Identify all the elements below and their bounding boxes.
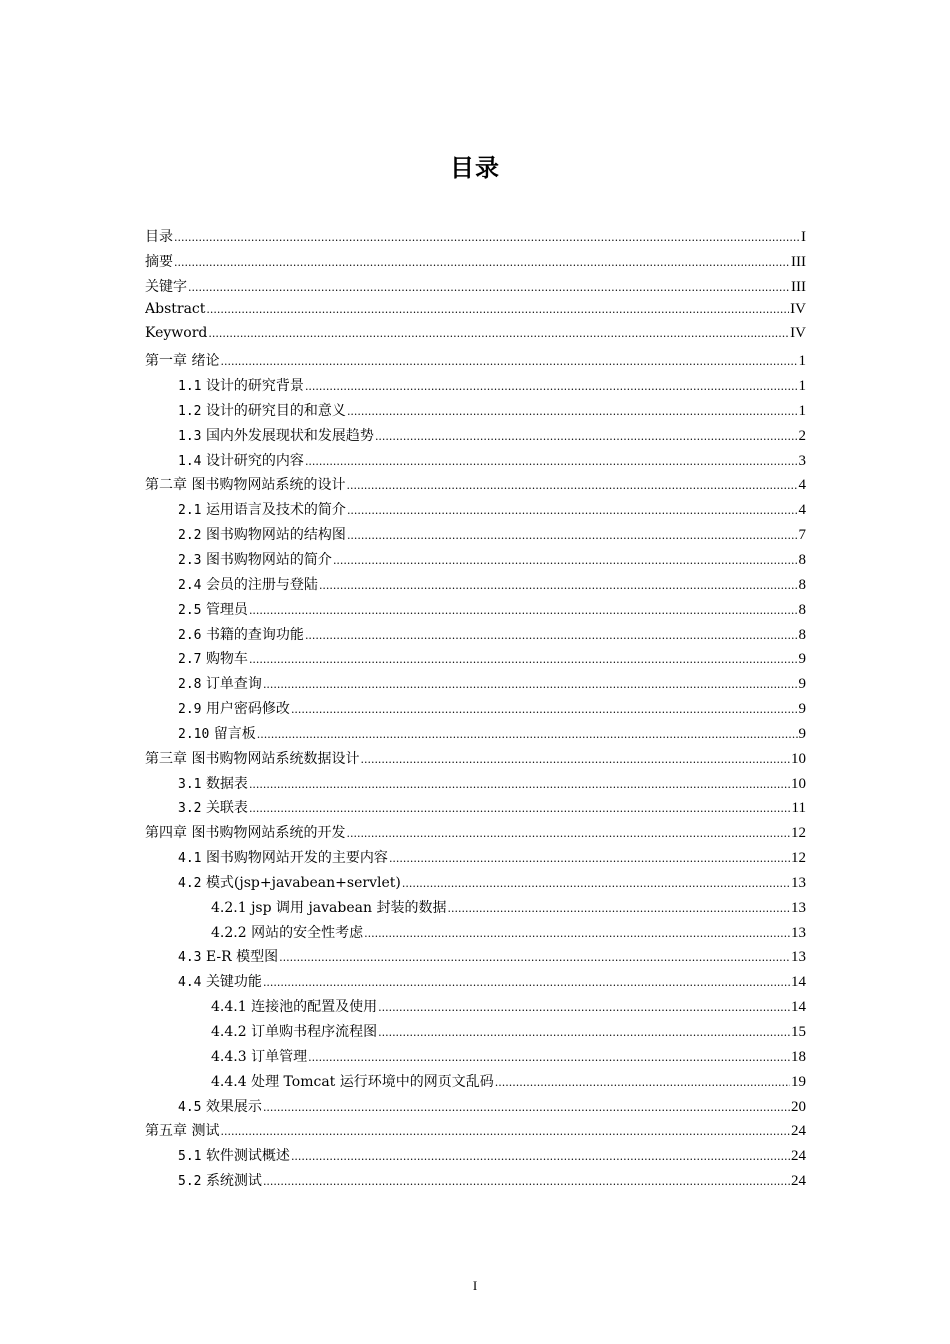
toc-entry-label	[178, 946, 278, 966]
toc-entry-text: 订单查询	[205, 676, 262, 693]
toc-entry-page: 2	[798, 427, 806, 444]
toc-entry-page: 19	[791, 1073, 806, 1090]
toc-leader-dots	[308, 1051, 790, 1064]
toc-entry-text: 第二章 图书购物网站系统的设计	[145, 477, 346, 494]
toc-entry-text: 第四章 图书购物网站系统的开发	[145, 825, 346, 842]
toc-entry-text: 管理员	[205, 601, 248, 618]
toc-entry-text: 书籍的查询功能	[205, 626, 304, 643]
toc-entry-label	[145, 301, 205, 317]
toc-entry[interactable]	[145, 524, 806, 549]
toc-leader-dots	[347, 405, 798, 418]
toc-entry-text: 软件测试概述	[205, 1148, 290, 1165]
toc-entry-text: E-R 模型图	[205, 949, 279, 966]
toc-entry[interactable]	[145, 450, 806, 475]
toc-entry-page: III	[791, 253, 806, 270]
toc-entry-label	[178, 773, 248, 793]
toc-entry-text: 关键字	[145, 278, 187, 295]
toc-entry-number: 4.5	[178, 1099, 202, 1115]
toc-leader-dots	[402, 877, 790, 890]
toc-entry-label	[178, 599, 248, 619]
toc-entry-text: 关联表	[205, 800, 248, 817]
toc-entry-label	[211, 1046, 307, 1066]
toc-leader-dots	[319, 579, 798, 592]
toc-entry-number: 4.2	[178, 875, 202, 891]
toc-entry-number: 2.8	[178, 677, 202, 693]
toc-leader-dots	[263, 678, 798, 691]
toc-leader-dots	[279, 951, 790, 964]
toc-entry[interactable]	[145, 301, 806, 326]
toc-entry-number: 3.1	[178, 776, 202, 792]
toc-entry-label	[145, 350, 219, 370]
toc-entry-page: 24	[791, 1123, 806, 1140]
toc-leader-dots	[378, 1001, 790, 1014]
toc-leader-dots	[208, 327, 789, 340]
toc-entry[interactable]	[145, 748, 806, 773]
toc-entry-label	[178, 499, 346, 519]
toc-entry-text: 模式(jsp+javabean+servlet)	[205, 874, 401, 891]
toc-leader-dots	[333, 554, 798, 567]
toc-entry[interactable]	[145, 1170, 806, 1195]
toc-entry-number: 2.6	[178, 627, 202, 643]
toc-entry-label	[178, 375, 304, 395]
toc-entry-label	[178, 1170, 262, 1190]
toc-entry-text: 购物车	[205, 651, 248, 668]
toc-entry[interactable]	[145, 897, 806, 922]
toc-entry-number: 2.3	[178, 552, 202, 568]
toc-entry-page: 8	[798, 551, 806, 568]
toc-entry-label	[211, 1071, 494, 1091]
toc-entry-text: 运用语言及技术的简介	[205, 502, 346, 519]
toc-entry-page: 12	[791, 850, 806, 867]
toc-entry[interactable]	[145, 698, 806, 723]
toc-entry-label	[145, 325, 207, 341]
toc-leader-dots	[174, 256, 790, 269]
toc-entry-number: 2.5	[178, 602, 202, 618]
toc-entry-label	[211, 922, 363, 942]
toc-entry[interactable]	[145, 946, 806, 971]
toc-entry-page: 9	[798, 725, 806, 742]
toc-entry-label	[178, 524, 346, 544]
toc-entry-number: 2.4	[178, 577, 202, 593]
toc-entry[interactable]	[145, 773, 806, 798]
toc-entry-label	[145, 276, 187, 296]
toc-entry[interactable]	[145, 276, 806, 301]
toc-entry[interactable]	[145, 425, 806, 450]
toc-entry[interactable]	[145, 1120, 806, 1145]
toc-leader-dots	[360, 753, 790, 766]
toc-entry[interactable]	[145, 350, 806, 375]
toc-entry-label	[178, 1096, 262, 1116]
toc-leader-dots	[249, 653, 798, 666]
toc-entry[interactable]	[145, 375, 806, 400]
toc-entry-number: 1.4	[178, 453, 202, 469]
toc-entry-text: 第一章 绪论	[145, 353, 220, 370]
toc-entry-page: 4	[798, 477, 806, 494]
toc-leader-dots	[389, 852, 790, 865]
toc-entry-number: 1.1	[178, 379, 202, 395]
toc-leader-dots	[375, 430, 798, 443]
toc-entry-page: 1	[798, 353, 806, 370]
toc-entry[interactable]	[145, 673, 806, 698]
toc-leader-dots	[188, 281, 790, 294]
toc-entry-label	[178, 549, 332, 569]
toc-entry-text: 4.2.2 网站的安全性考虑	[211, 924, 364, 941]
toc-entry-text: 4.4.3 订单管理	[211, 1048, 308, 1065]
toc-entry-number: 1.2	[178, 403, 202, 419]
toc-entry-text: 数据表	[205, 775, 248, 792]
toc-entry-page: 8	[798, 626, 806, 643]
toc-leader-dots	[263, 1101, 790, 1114]
toc-entry-label	[178, 673, 262, 693]
toc-entry[interactable]	[145, 797, 806, 822]
toc-entry-text: 会员的注册与登陆	[205, 576, 318, 593]
toc-entry-label	[145, 251, 173, 271]
toc-entry-page: 10	[791, 750, 806, 767]
toc-entry-text: 留言板	[213, 725, 256, 742]
toc-entry-text: Keyword	[145, 325, 208, 342]
toc-entry-page: 14	[791, 999, 806, 1016]
toc-entry-label	[145, 1120, 219, 1140]
toc-leader-dots	[305, 629, 798, 642]
toc-entry[interactable]	[145, 549, 806, 574]
toc-entry-page: 15	[791, 1024, 806, 1040]
toc-entry-page: IV	[790, 325, 806, 342]
toc-entry[interactable]	[145, 400, 806, 425]
toc-entry-label	[145, 748, 359, 768]
page-number: I	[472, 1278, 478, 1293]
toc-leader-dots	[220, 355, 797, 368]
toc-entry-page: 3	[798, 452, 806, 469]
toc-entry-label	[178, 847, 388, 867]
toc-entry-text: Abstract	[145, 300, 206, 317]
toc-leader-dots	[291, 1150, 790, 1163]
toc-entry-number: 2.7	[178, 652, 202, 668]
toc-leader-dots	[206, 303, 789, 316]
toc-entry-label	[145, 474, 345, 494]
toc-leader-dots	[495, 1076, 790, 1089]
toc-entry-number: 2.2	[178, 528, 202, 544]
toc-entry[interactable]	[145, 624, 806, 649]
toc-entry-text: 用户密码修改	[205, 701, 290, 718]
toc-leader-dots	[174, 231, 800, 244]
toc-entry-number: 5.1	[178, 1149, 202, 1165]
toc-entry[interactable]	[145, 251, 806, 276]
toc-entry[interactable]	[145, 1145, 806, 1170]
toc-leader-dots	[305, 380, 798, 393]
toc-entry-text: 国内外发展现状和发展趋势	[205, 427, 374, 444]
toc-entry-number: 4.1	[178, 851, 202, 867]
toc-entry-label	[178, 425, 374, 445]
toc-entry-number: 4.4	[178, 975, 202, 991]
toc-leader-dots	[257, 728, 798, 741]
toc-entry[interactable]	[145, 226, 806, 251]
toc-entry[interactable]	[145, 499, 806, 524]
toc-entry-page: 13	[791, 924, 806, 941]
table-of-contents	[145, 226, 806, 1195]
toc-leader-dots	[249, 604, 798, 617]
toc-entry[interactable]	[145, 1096, 806, 1121]
toc-entry-label	[145, 226, 173, 246]
toc-entry-number: 1.3	[178, 428, 202, 444]
toc-entry-page: 9	[798, 651, 806, 668]
toc-leader-dots	[305, 455, 798, 468]
toc-entry-number: 5.2	[178, 1174, 202, 1190]
toc-entry-text: 第三章 图书购物网站系统数据设计	[145, 750, 360, 767]
toc-leader-dots	[447, 902, 790, 915]
toc-entry-page: 7	[798, 527, 806, 544]
toc-leader-dots	[291, 703, 798, 716]
toc-entry-page: 1	[798, 378, 806, 395]
toc-entry-page: 8	[798, 576, 806, 593]
toc-entry-text: 图书购物网站的简介	[205, 551, 332, 568]
toc-entry-page: 13	[791, 949, 806, 966]
toc-leader-dots	[263, 976, 790, 989]
toc-entry-number: 4.3	[178, 950, 202, 966]
toc-entry[interactable]	[145, 574, 806, 599]
toc-leader-dots	[249, 778, 790, 791]
toc-entry-text: 图书购物网站的结构图	[205, 527, 346, 544]
toc-entry-label	[178, 400, 346, 420]
toc-entry-text: 4.4.1 连接池的配置及使用	[211, 999, 378, 1016]
toc-entry-label	[178, 797, 248, 817]
toc-entry-page: 20	[791, 1098, 806, 1115]
toc-entry-label	[178, 723, 256, 743]
toc-leader-dots	[364, 927, 790, 940]
toc-entry-text: 设计研究的内容	[205, 452, 304, 469]
toc-entry-text: 4.4.2 订单购书程序流程图	[211, 1024, 378, 1040]
toc-entry-text: 第五章 测试	[145, 1123, 220, 1140]
toc-entry-label	[178, 574, 318, 594]
toc-entry-text: 效果展示	[205, 1098, 262, 1115]
toc-entry-page: I	[801, 229, 806, 245]
toc-entry-page: 8	[798, 601, 806, 618]
toc-entry[interactable]	[145, 723, 806, 748]
toc-entry-label	[178, 648, 248, 668]
toc-entry-label	[178, 698, 290, 718]
toc-entry-label	[178, 624, 304, 644]
toc-entry-page: 18	[791, 1048, 806, 1065]
toc-entry-text: 图书购物网站开发的主要内容	[205, 850, 388, 867]
toc-entry[interactable]	[145, 648, 806, 673]
toc-entry[interactable]	[145, 1021, 806, 1046]
toc-leader-dots	[249, 802, 791, 815]
toc-entry[interactable]	[145, 599, 806, 624]
toc-entry-page: III	[791, 278, 806, 295]
toc-entry-label	[178, 1145, 290, 1165]
toc-leader-dots	[346, 827, 790, 840]
toc-entry-label	[211, 996, 377, 1016]
toc-leader-dots	[346, 479, 797, 492]
toc-entry-label	[211, 1021, 377, 1041]
toc-entry-text: 关键功能	[205, 974, 262, 991]
toc-leader-dots	[347, 529, 798, 542]
toc-entry-page: 4	[798, 502, 806, 519]
toc-entry[interactable]	[145, 325, 806, 350]
toc-leader-dots	[347, 504, 798, 517]
toc-entry-page: 13	[791, 874, 806, 891]
toc-entry-number: 2.9	[178, 702, 202, 718]
page-title: 目录	[450, 154, 500, 182]
toc-entry[interactable]	[145, 847, 806, 872]
toc-entry-text: 目录	[145, 229, 173, 245]
toc-entry-label	[178, 450, 304, 470]
toc-entry-label	[211, 897, 446, 917]
toc-entry-page: 24	[791, 1148, 806, 1165]
toc-entry-page: 10	[791, 775, 806, 792]
toc-entry-page: 14	[791, 974, 806, 991]
toc-entry-label	[178, 872, 401, 892]
toc-entry-page: 1	[798, 402, 806, 419]
toc-entry[interactable]	[145, 822, 806, 847]
toc-entry-page: 24	[791, 1173, 806, 1190]
toc-leader-dots	[220, 1125, 790, 1138]
toc-entry-text: 4.2.1 jsp 调用 javabean 封装的数据	[211, 899, 447, 916]
toc-entry[interactable]	[145, 1071, 806, 1096]
toc-entry-number: 3.2	[178, 801, 202, 817]
toc-entry-text: 设计的研究背景	[205, 378, 304, 395]
toc-entry-page: IV	[790, 300, 806, 317]
toc-entry[interactable]	[145, 922, 806, 947]
toc-entry-text: 设计的研究目的和意义	[205, 402, 346, 419]
toc-entry-number: 2.10	[178, 726, 210, 742]
toc-entry-page: 12	[791, 825, 806, 842]
toc-entry-page: 13	[791, 899, 806, 916]
toc-entry[interactable]	[145, 971, 806, 996]
toc-entry[interactable]	[145, 474, 806, 499]
toc-entry-number: 2.1	[178, 503, 202, 519]
toc-leader-dots	[263, 1175, 790, 1188]
toc-entry-text: 4.4.4 处理 Tomcat 运行环境中的网页文乱码	[211, 1073, 494, 1090]
toc-entry-page: 9	[798, 701, 806, 718]
toc-entry[interactable]	[145, 872, 806, 897]
toc-entry-page: 11	[791, 800, 806, 817]
toc-entry-page: 9	[798, 676, 806, 693]
toc-leader-dots	[378, 1026, 790, 1039]
toc-entry-text: 系统测试	[205, 1173, 262, 1190]
toc-entry[interactable]	[145, 1046, 806, 1071]
toc-entry-label	[178, 971, 262, 991]
toc-entry[interactable]	[145, 996, 806, 1021]
toc-entry-label	[145, 822, 345, 842]
toc-entry-text: 摘要	[145, 253, 173, 270]
